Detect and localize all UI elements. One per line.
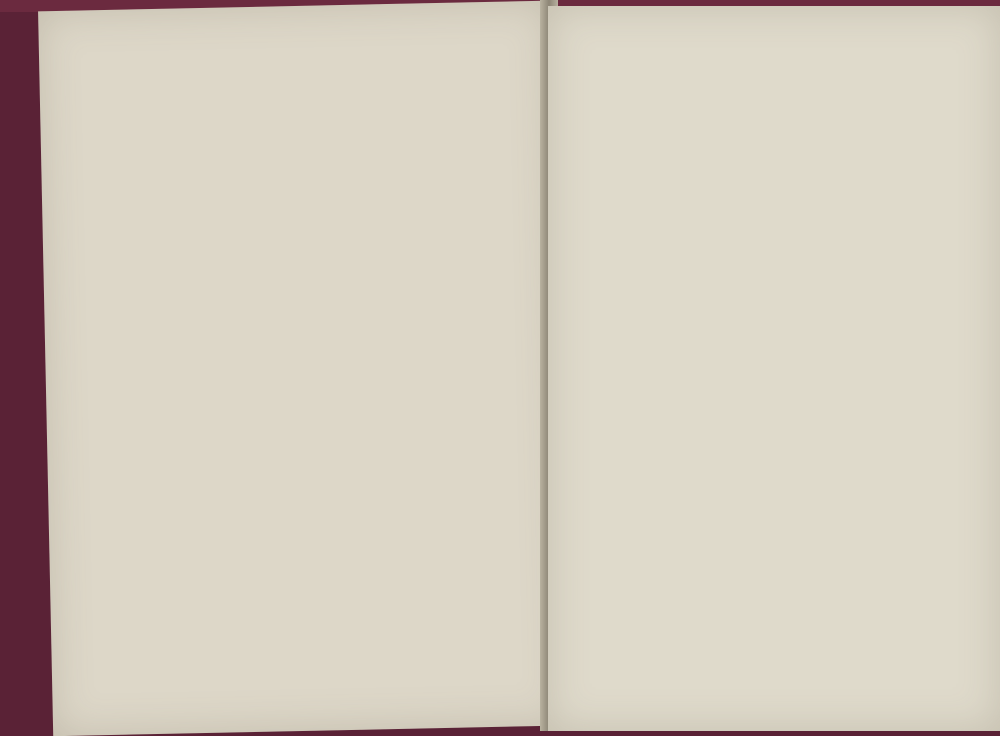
left-page — [38, 1, 565, 736]
right-page — [548, 6, 1000, 731]
